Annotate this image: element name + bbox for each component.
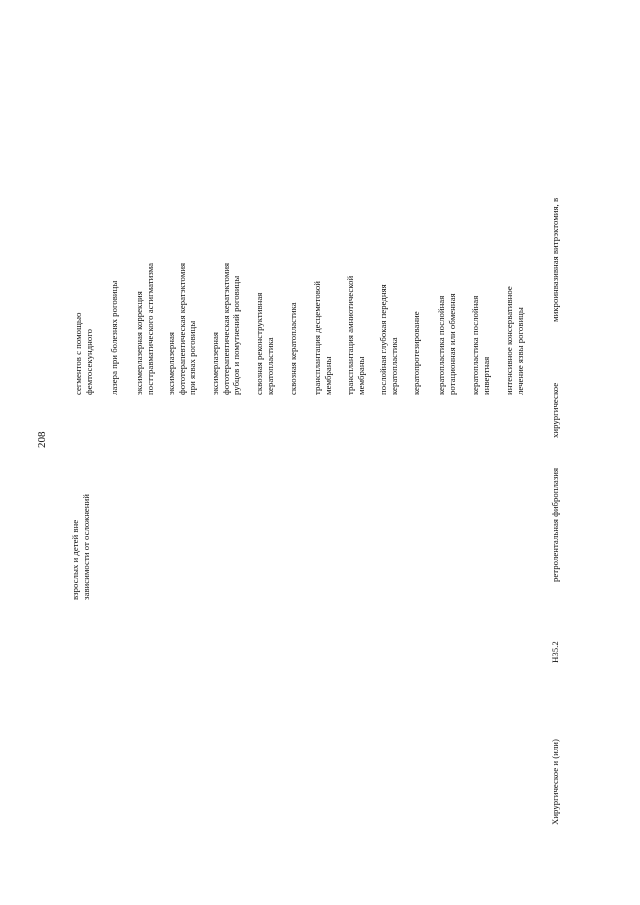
next-row-profile: Хирургическое и (или) <box>550 739 560 825</box>
method-line: кератопластика послойная <box>436 295 446 395</box>
method-line: эксимерлазерная <box>166 332 176 395</box>
method-line: трансплантация десцеметовой <box>312 280 322 395</box>
method-line: кератопластика послойная <box>470 295 480 395</box>
method-line: лазера при болезнях роговицы <box>109 280 119 395</box>
method-line: кератопластика <box>388 337 399 395</box>
method-item <box>436 293 457 395</box>
method-line: кератопластика <box>264 337 275 395</box>
method-line: мембраны <box>355 356 366 395</box>
method-item <box>109 281 120 395</box>
next-row-method: микроинвазивная витрэктомия, в <box>550 197 560 322</box>
method-line: сквозная кератопластика <box>288 302 298 395</box>
method-line: фемтосекундного <box>83 328 94 395</box>
method-item <box>134 263 155 395</box>
method-line: фототерапевтическая кератэктомия <box>176 262 187 395</box>
method-line: фототерапевтическая кератэктомия <box>220 262 231 395</box>
prev-diagnosis-line: зависимости от осложнений <box>80 494 91 600</box>
next-row-icd-code: H35.2 <box>550 641 560 663</box>
method-line: кератопротезирование <box>411 311 421 395</box>
method-item <box>312 281 333 395</box>
method-item <box>166 263 198 395</box>
method-line: инвертная <box>480 356 491 395</box>
method-item <box>210 263 242 395</box>
method-item <box>504 286 525 395</box>
method-line: сегментов с помощью <box>73 312 83 395</box>
next-row-diagnosis: ретролентальная фиброплазия <box>550 467 560 582</box>
method-line: эксимерлазерная <box>210 332 220 395</box>
method-item <box>345 276 366 395</box>
method-line: рубцов и помутнений роговицы <box>231 275 241 395</box>
method-line: послойная глубокая передняя <box>378 284 388 395</box>
method-item <box>288 302 299 395</box>
method-line: при язвах роговицы <box>187 320 197 395</box>
method-line: мембраны <box>322 356 333 395</box>
prev-diagnosis <box>70 494 91 600</box>
method-item <box>470 296 491 395</box>
method-line: трансплантация амниотической <box>345 275 355 395</box>
next-row-treatment-type: хирургическое <box>550 382 560 438</box>
method-line: интенсивное консервативное <box>504 286 514 395</box>
method-line: ротационная или обменная <box>446 293 457 395</box>
method-item <box>411 311 422 395</box>
page-number: 208 <box>36 431 48 448</box>
method-line: эксимерлазерная коррекция <box>134 291 144 395</box>
prev-diagnosis-line: взрослых и детей вне <box>70 519 80 600</box>
treatment-methods-column <box>0 105 640 395</box>
method-line: лечение язвы роговицы <box>514 307 525 395</box>
method-item <box>73 313 94 395</box>
method-item <box>254 293 275 395</box>
method-line: посттравматического астигматизма <box>144 262 155 395</box>
method-item <box>378 284 399 395</box>
method-line: сквозная реконструктивная <box>254 292 264 395</box>
